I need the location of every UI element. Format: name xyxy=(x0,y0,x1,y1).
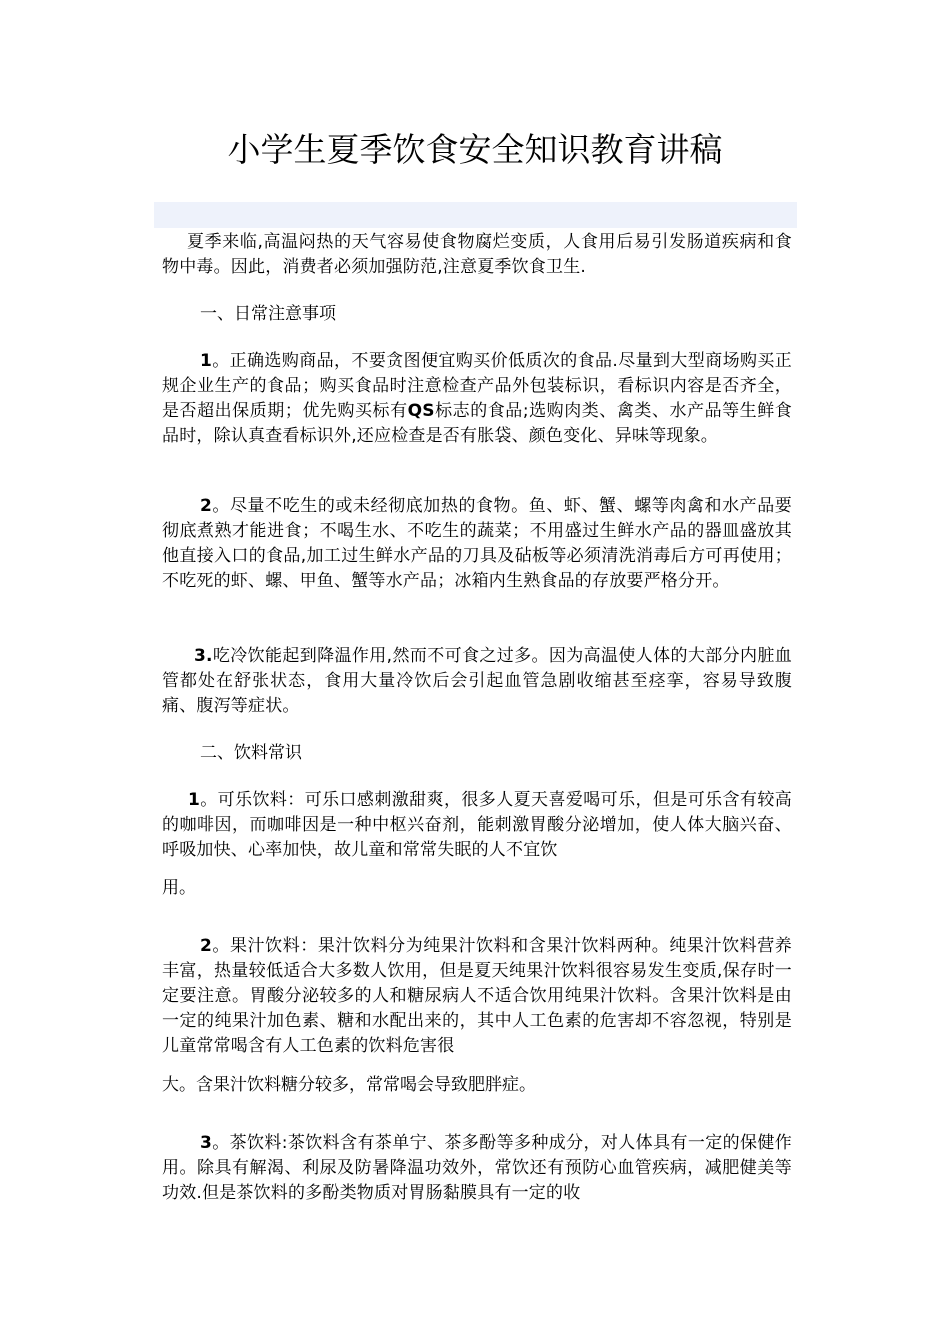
daily-item-3 xyxy=(162,644,792,719)
item-text: 。果汁饮料：果汁饮料分为纯果汁饮料和含果汁饮料两种。纯果汁饮料营养丰富，热量较低适合大多数人饮用，但是夏天纯果汁饮料很容易发生变质,保存时一定要注意。胃酸分泌较多的人和糖尿病人不适合饮用纯果汁饮料。含果汁饮料是由一定的纯果汁加色素、糖和水配出来的，其中人工色素的危害却不容忽视，特别是儿童常常喝含有人工色素的饮料危害很 xyxy=(162,936,792,1056)
drinks-item-3 xyxy=(162,1131,792,1206)
item-text: 。尽量不吃生的或未经彻底加热的食物。鱼、虾、蟹、螺等肉禽和水产品要彻底煮熟才能进食；不喝生水、不吃生的蔬菜；不用盛过生鲜水产品的器皿盛放其他直接入口的食品,加工过生鲜水产品的刀具及砧板等必须清洗消毒后方可再使用；不吃死的虾、螺、甲鱼、蟹等水产品；冰箱内生熟食品的存放要严格分开。 xyxy=(162,496,792,591)
item-text-after: 标志的食品;选购肉类、禽类、水产品等生鲜食品时，除认真查看标识外,还应检查是否有胀袋、颜色变化、异味等现象。 xyxy=(162,401,792,446)
item-number: 2 xyxy=(200,496,213,516)
item-text: 吃冷饮能起到降温作用,然而不可食之过多。因为高温使人体的大部分内脏血管都处在舒张状态，食用大量冷饮后会引起血管急剧收缩甚至痉挛，容易导致腹痛、腹泻等症状。 xyxy=(162,646,792,716)
item-text: 。茶饮料:茶饮料含有茶单宁、茶多酚等多种成分，对人体具有一定的保健作用。除具有解渴、利尿及防暑降温功效外，常饮还有预防心血管疾病，减肥健美等功效.但是茶饮料的多酚类物质对胃肠黏膜具有一定的收 xyxy=(162,1133,792,1203)
item-number: 1 xyxy=(188,790,201,810)
shaded-band xyxy=(154,202,797,228)
daily-item-1 xyxy=(162,349,792,449)
item-number: 3 xyxy=(200,1133,213,1153)
section-heading-daily: 一、日常注意事项 xyxy=(200,304,336,324)
qs-mark: QS xyxy=(407,401,435,421)
intro-paragraph: 夏季来临,高温闷热的天气容易使食物腐烂变质，人食用后易引发肠道疾病和食物中毒。因此，消费者必须加强防范,注意夏季饮食卫生. xyxy=(162,232,792,277)
drinks-item-1 xyxy=(162,788,792,863)
item-number: 2 xyxy=(200,936,213,956)
drinks-item-2 xyxy=(162,934,792,1059)
section-heading-drinks: 二、饮料常识 xyxy=(200,743,302,763)
drinks-item-1-tail: 用。 xyxy=(162,878,196,898)
item-text: 。正确选购商品，不要贪图便宜购买价低质次的食品.尽量到大型商场购买正规企业生产的食品；购买食品时注意检查产品外包装标识，看标识内容是否齐全，是否超出保质期；优先购买标有 xyxy=(162,351,792,421)
daily-item-2 xyxy=(162,494,792,594)
item-text: 。可乐饮料：可乐口感刺激甜爽，很多人夏天喜爱喝可乐，但是可乐含有较高的咖啡因，而咖啡因是一种中枢兴奋剂，能刺激胃酸分泌增加，使人体大脑兴奋、呼吸加快、心率加快，故儿童和常常失眠的人不宜饮 xyxy=(162,790,792,860)
item-number: 1 xyxy=(200,351,213,371)
drinks-item-2-tail: 大。含果汁饮料糖分较多，常常喝会导致肥胖症。 xyxy=(162,1075,536,1095)
document-title: 小学生夏季饮食安全知识教育讲稿 xyxy=(227,130,723,169)
item-number: 3. xyxy=(194,646,213,666)
